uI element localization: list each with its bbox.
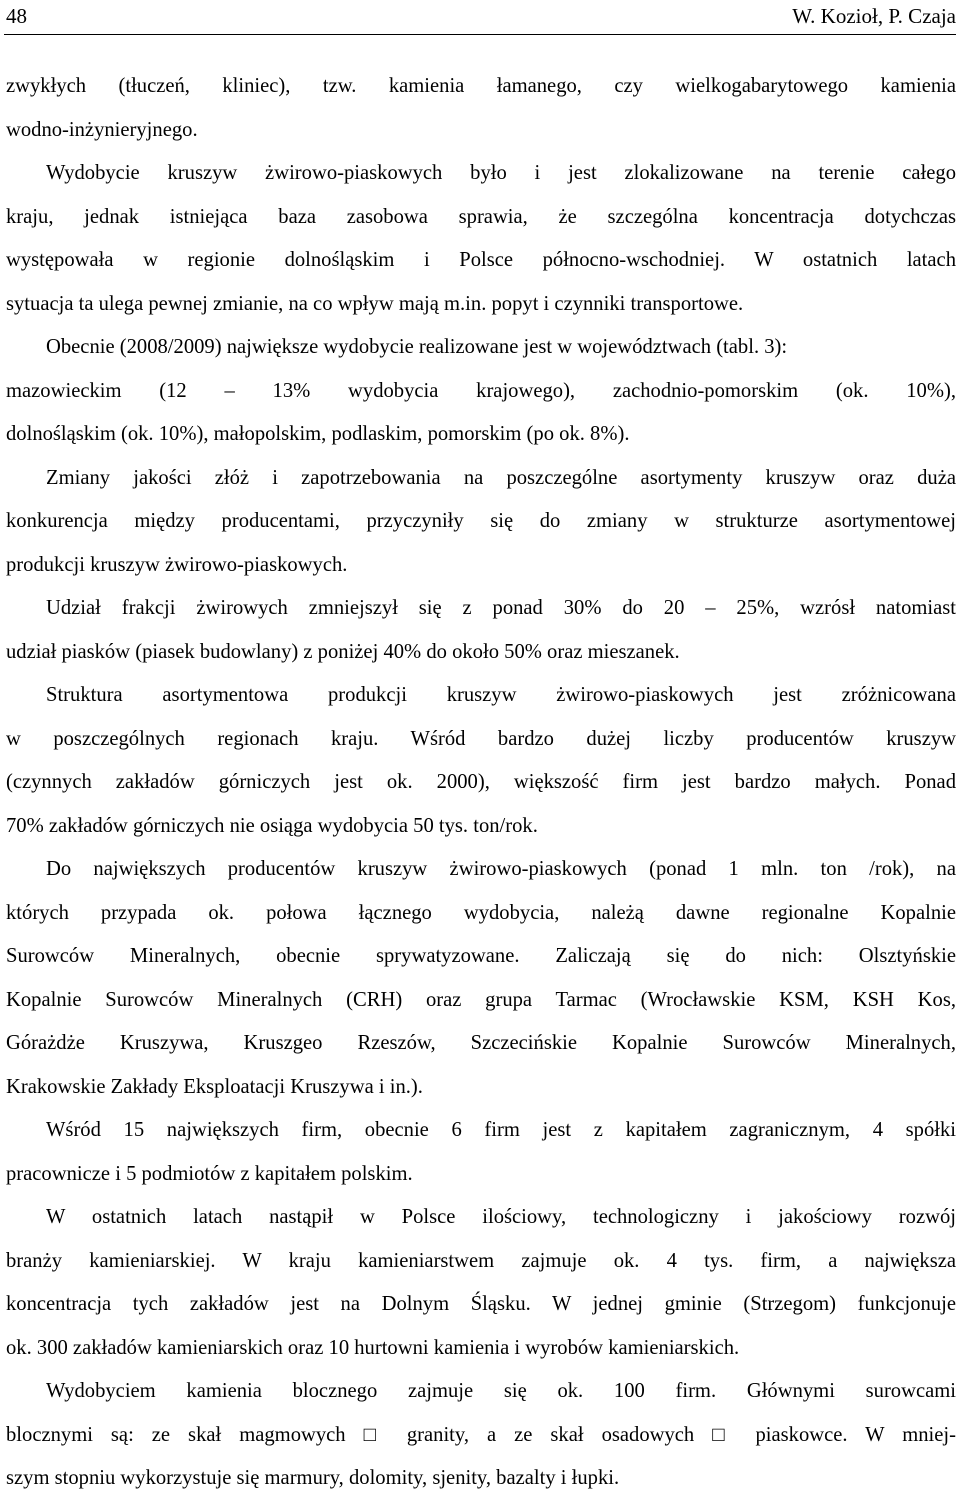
text-line: których przypada ok. połowa łącznego wydobycia, należą dawne regionalne Kopalnie: [6, 901, 956, 924]
text-line: Udział frakcji żwirowych zmniejszył się z ponad 30% do 20 – 25%, wzrósł natomiast: [46, 597, 956, 619]
text-line: W ostatnich latach nastąpił w Polsce ilościowy, technologiczny i jakościowy rozwój: [46, 1206, 956, 1228]
running-head-authors: W. Kozioł, P. Czaja: [792, 4, 956, 28]
text-line: Zmiany jakości złóż i zapotrzebowania na poszczególne asortymenty kruszyw oraz duża: [46, 466, 956, 489]
text-line: Surowców Mineralnych, obecnie sprywatyzowane. Zaliczają się do nich: Olsztyńskie: [6, 945, 956, 967]
text-line: zwykłych (tłuczeń, kliniec), tzw. kamienia łamanego, czy wielkogabarytowego kamienia: [6, 75, 956, 97]
text-line: Do największych producentów kruszyw żwirowo-piaskowych (ponad 1 mln. ton /rok), na: [46, 858, 956, 880]
text-line: Krakowskie Zakłady Eksploatacji Kruszywa i in.).: [6, 1075, 423, 1098]
text-line: (czynnych zakładów górniczych jest ok. 2000), większość firm jest bardzo małych. Ponad: [6, 771, 956, 793]
text-line: Górażdże Kruszywa, Kruszgeo Rzeszów, Szczecińskie Kopalnie Surowców Mineralnych,: [6, 1032, 956, 1054]
text-line: w poszczególnych regionach kraju. Wśród bardzo dużej liczby producentów kruszyw: [6, 727, 956, 750]
header-rule: [4, 34, 956, 35]
page-header: [0, 0, 960, 38]
text-line: Wśród 15 największych firm, obecnie 6 firm jest z kapitałem zagranicznym, 4 spółki: [46, 1119, 956, 1141]
text-line: dolnośląskim (ok. 10%), małopolskim, podlaskim, pomorskim (po ok. 8%).: [6, 423, 630, 445]
text-line: Obecnie (2008/2009) największe wydobycie realizowane jest w województwach (tabl. 3):: [46, 336, 788, 358]
text-line: Wydobyciem kamienia blocznego zajmuje się ok. 100 firm. Głównymi surowcami: [46, 1380, 956, 1402]
text-line: ok. 300 zakładów kamieniarskich oraz 10 hurtowni kamienia i wyrobów kamieniarskich.: [6, 1336, 740, 1359]
text-line: produkcji kruszyw żwirowo-piaskowych.: [6, 553, 348, 576]
text-line: sytuacja ta ulega pewnej zmianie, na co wpływ mają m.in. popyt i czynniki transportowe.: [6, 292, 744, 315]
text-line: 70% zakładów górniczych nie osiąga wydobycia 50 tys. ton/rok.: [6, 814, 538, 837]
text-line: konkurencja między producentami, przyczyniły się do zmiany w strukturze asortymentowej: [6, 510, 956, 532]
document-body: [6, 65, 956, 1501]
text-line: mazowieckim (12 – 13% wydobycia krajowego), zachodnio-pomorskim (ok. 10%),: [6, 379, 956, 402]
text-line: branży kamieniarskiej. W kraju kamieniarstwem zajmuje ok. 4 tys. firm, a największa: [6, 1249, 956, 1272]
text-line: szym stopniu wykorzystuje się marmury, dolomity, sjenity, bazalty i łupki.: [6, 1467, 620, 1489]
text-line: udział piasków (piasek budowlany) z poniżej 40% do około 50% oraz mieszanek.: [6, 640, 680, 663]
text-line: Wydobycie kruszyw żwirowo-piaskowych było i jest zlokalizowane na terenie całego: [46, 162, 956, 184]
text-line: Struktura asortymentowa produkcji kruszyw żwirowo-piaskowych jest zróżnicowana: [46, 684, 956, 706]
text-line: Kopalnie Surowców Mineralnych (CRH) oraz grupa Tarmac (Wrocławskie KSM, KSH Kos,: [6, 988, 956, 1011]
text-line: wodno-inżynieryjnego.: [6, 118, 198, 141]
page-number: 48: [6, 4, 27, 28]
text-line: blocznymi są: ze skał magmowych □ granity, a ze skał osadowych □ piaskowce. W mniej-: [6, 1423, 956, 1446]
text-line: koncentracja tych zakładów jest na Dolnym Śląsku. W jednej gminie (Strzegom) funkcjonuje: [6, 1293, 956, 1315]
text-line: występowała w regionie dolnośląskim i Polsce północno-wschodniej. W ostatnich latach: [6, 249, 956, 271]
text-line: kraju, jednak istniejąca baza zasobowa sprawia, że szczególna koncentracja dotychczas: [6, 205, 956, 228]
text-line: pracownicze i 5 podmiotów z kapitałem polskim.: [6, 1162, 413, 1185]
